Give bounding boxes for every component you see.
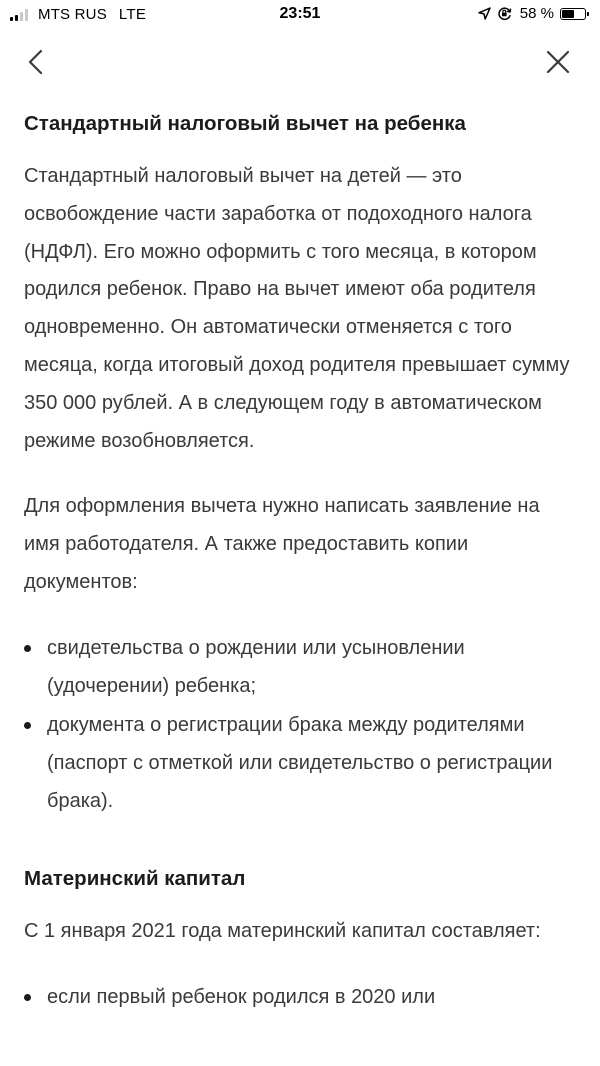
back-button[interactable]: [20, 46, 52, 78]
chevron-left-icon: [26, 48, 46, 76]
list-item: [24, 707, 572, 820]
navigation-bar: [0, 34, 600, 90]
paragraph-tax-deduction-description: Стандартный налоговый вычет на детей — это освобождение части заработка от подоходного налога (НДФЛ). Его можно оформить с того месяца, в котором родился ребенок. Право на вычет имеют оба родителя одновременно. Он автоматически отменяется с того месяца, когда итоговый доход родителя превышает сумму 350 000 рублей. А в следующем году в автоматическом режиме возобновляется.: [24, 165, 570, 452]
status-right: [478, 5, 586, 22]
section-title-maternity-capital: Материнский капитал: [24, 866, 246, 890]
list-item-text: если первый ребенок родился в 2020 или: [47, 985, 436, 1008]
list-item-text: свидетельства о рождении или усыновлении (удочерении) ребенка;: [47, 636, 465, 697]
bullet-icon: [24, 722, 31, 729]
close-icon: [545, 49, 571, 75]
network-type: LTE: [118, 6, 147, 23]
bullet-icon: [24, 994, 31, 1001]
status-time: 23:51: [279, 5, 321, 22]
battery-percent: 58 %: [519, 5, 554, 22]
article-content: [24, 110, 572, 1016]
battery-icon: [560, 8, 586, 20]
battery-level-fill: [562, 10, 574, 18]
location-arrow-icon: [478, 7, 491, 20]
documents-list: [24, 630, 572, 821]
list-item-text: документа о регистрации брака между родителями (паспорт с отметкой или свидетельство о регистрации брака).: [47, 714, 553, 812]
list-item: [24, 630, 572, 706]
bullet-icon: [24, 645, 31, 652]
maternity-capital-list: [24, 979, 572, 1017]
paragraph-maternity-capital: С 1 января 2021 года материнский капитал составляет:: [24, 919, 541, 942]
close-button[interactable]: [542, 46, 574, 78]
list-item: [24, 979, 572, 1017]
orientation-lock-icon: [497, 6, 512, 21]
carrier-name: MTS RUS: [38, 6, 107, 23]
paragraph-tax-deduction-documents: Для оформления вычета нужно написать заявление на имя работодателя. А также предоставить копии документов:: [24, 495, 540, 593]
status-bar: [0, 0, 600, 34]
section-title-tax-deduction: Стандартный налоговый вычет на ребенка: [24, 112, 466, 135]
